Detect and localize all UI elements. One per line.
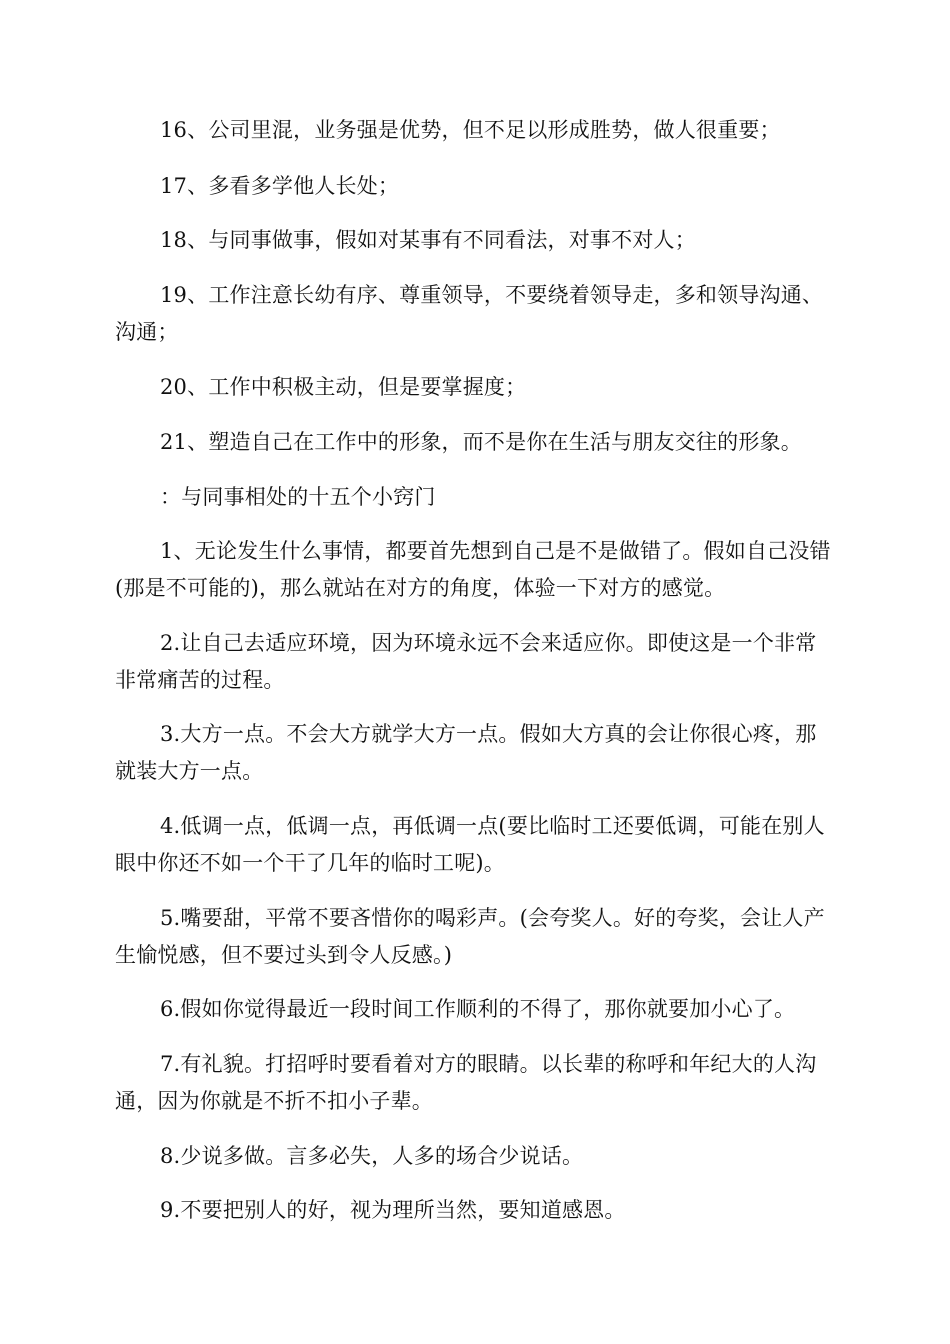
section-heading: ：与同事相处的十五个小窍门 bbox=[160, 485, 436, 509]
tip-4: 4.低调一点，低调一点，再低调一点(要比临时工还要低调，可能在别人眼中你还不如一个干了几年的临时工呢)。 bbox=[115, 814, 825, 875]
tip-1: 1、无论发生什么事情，都要首先想到自己是不是做错了。假如自己没错(那是不可能的)，那么就站在对方的角度，体验一下对方的感觉。 bbox=[115, 539, 831, 600]
tip-8: 8.少说多做。言多必失，人多的场合少说话。 bbox=[160, 1144, 584, 1168]
paragraph-17: 17、多看多学他人长处； bbox=[160, 174, 400, 198]
tip-5: 5.嘴要甜，平常不要吝惜你的喝彩声。(会夸奖人。好的夸奖，会让人产生愉悦感，但不要过头到令人反感。) bbox=[115, 906, 825, 967]
paragraph-19: 19、工作注意长幼有序、尊重领导，不要绕着领导走，多和领导沟通、沟通； bbox=[115, 283, 824, 344]
paragraph-16: 16、公司里混，业务强是优势，但不足以形成胜势，做人很重要； bbox=[160, 118, 781, 142]
paragraph-20: 20、工作中积极主动，但是要掌握度； bbox=[160, 375, 527, 399]
tip-9: 9.不要把别人的好，视为理所当然，要知道感恩。 bbox=[160, 1198, 626, 1222]
tip-2: 2.让自己去适应环境，因为环境永远不会来适应你。即使这是一个非常非常痛苦的过程。 bbox=[115, 631, 817, 692]
paragraph-18: 18、与同事做事，假如对某事有不同看法，对事不对人； bbox=[160, 228, 696, 252]
paragraph-21: 21、塑造自己在工作中的形象，而不是你在生活与朋友交往的形象。 bbox=[160, 430, 802, 454]
tip-7: 7.有礼貌。打招呼时要看着对方的眼睛。以长辈的称呼和年纪大的人沟通，因为你就是不折不扣小子辈。 bbox=[115, 1052, 817, 1113]
tip-6: 6.假如你觉得最近一段时间工作顺利的不得了，那你就要加小心了。 bbox=[160, 997, 796, 1021]
tip-3: 3.大方一点。不会大方就学大方一点。假如大方真的会让你很心疼，那就装大方一点。 bbox=[115, 722, 817, 783]
